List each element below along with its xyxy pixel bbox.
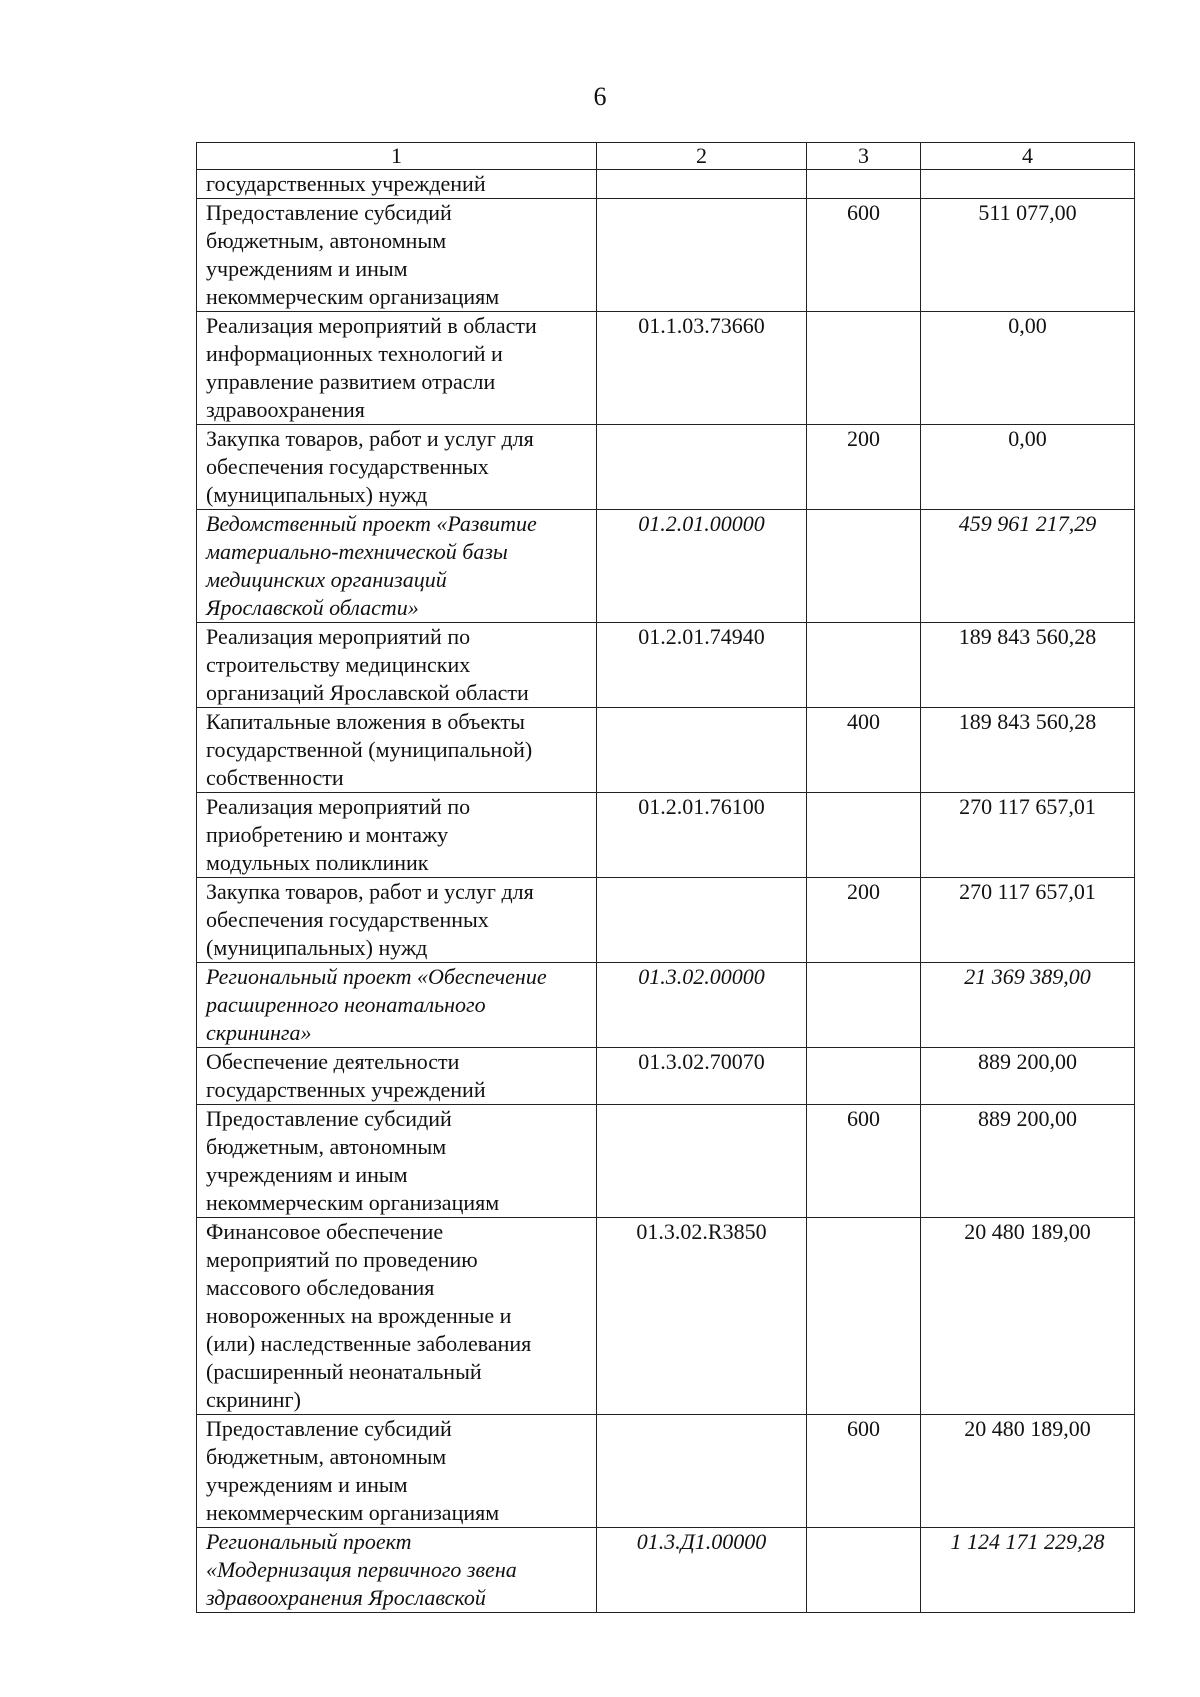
- row-code-text: 01.3.02.R3850: [636, 1219, 767, 1244]
- row-code-text: 01.2.01.76100: [638, 794, 765, 819]
- row-name-cell: [197, 963, 597, 1048]
- row-name-text: Закупка товаров, работ и услуг для обеспечения государственных (муниципальных) нужд: [206, 426, 534, 507]
- row-type-cell: [807, 963, 921, 1048]
- row-amount-text: 189 843 560,28: [958, 624, 1097, 649]
- row-code-cell: [597, 312, 807, 425]
- row-name-text: Региональный проект «Модернизация первичного звена здравоохранения Ярославской: [206, 1529, 517, 1610]
- row-type-cell: [807, 170, 921, 199]
- table-row: [197, 312, 1135, 425]
- row-name-cell: [197, 878, 597, 963]
- row-amount-cell: [921, 708, 1135, 793]
- row-name-cell: [197, 425, 597, 510]
- row-amount-cell: [921, 963, 1135, 1048]
- row-type-cell: [807, 793, 921, 878]
- table-row: [197, 878, 1135, 963]
- header-col-3: 3: [807, 143, 921, 170]
- row-code-cell: [597, 1105, 807, 1218]
- row-name-text: государственных учреждений: [206, 171, 486, 196]
- row-amount-text: 511 077,00: [978, 200, 1077, 225]
- row-name-text: Реализация мероприятий по приобретению и монтажу модульных поликлиник: [206, 794, 471, 875]
- row-code-cell: [597, 199, 807, 312]
- row-type-cell: [807, 510, 921, 623]
- row-type-cell: [807, 708, 921, 793]
- row-code-text: 01.3.Д1.00000: [636, 1529, 767, 1554]
- row-amount-cell: [921, 1528, 1135, 1613]
- row-name-text: Закупка товаров, работ и услуг для обеспечения государственных (муниципальных) нужд: [206, 879, 534, 960]
- row-amount-text: 270 117 657,01: [959, 879, 1096, 904]
- row-name-cell: [197, 199, 597, 312]
- row-name-cell: [197, 793, 597, 878]
- row-code-cell: [597, 878, 807, 963]
- row-name-cell: [197, 708, 597, 793]
- table-row: [197, 793, 1135, 878]
- row-amount-cell: [921, 878, 1135, 963]
- row-code-text: 01.3.02.70070: [638, 1049, 765, 1074]
- row-amount-cell: [921, 425, 1135, 510]
- row-code-cell: [597, 510, 807, 623]
- row-code-cell: [597, 425, 807, 510]
- row-amount-text: 889 200,00: [978, 1049, 1077, 1074]
- row-type-cell: [807, 623, 921, 708]
- row-name-cell: [197, 510, 597, 623]
- table-row: [197, 425, 1135, 510]
- row-name-text: Обеспечение деятельности государственных учреждений: [206, 1049, 486, 1102]
- row-type-cell: [807, 1048, 921, 1105]
- row-name-text: Капитальные вложения в объекты государственной (муниципальной) собственности: [206, 709, 533, 790]
- row-amount-cell: [921, 170, 1135, 199]
- table-row: [197, 963, 1135, 1048]
- table-row: [197, 1528, 1135, 1613]
- row-type-text: 600: [847, 200, 880, 225]
- row-code-cell: [597, 1218, 807, 1415]
- table-row: [197, 1105, 1135, 1218]
- row-amount-text: 0,00: [1008, 313, 1047, 338]
- table-row: [197, 708, 1135, 793]
- row-amount-text: 20 480 189,00: [964, 1219, 1091, 1244]
- row-type-cell: [807, 1218, 921, 1415]
- row-name-text: Региональный проект «Обеспечение расширенного неонатального скрининга»: [206, 964, 547, 1045]
- row-code-cell: [597, 963, 807, 1048]
- table-row: [197, 1218, 1135, 1415]
- table-row: [197, 1415, 1135, 1528]
- row-amount-cell: [921, 1105, 1135, 1218]
- row-type-cell: [807, 1105, 921, 1218]
- row-amount-cell: [921, 1048, 1135, 1105]
- row-name-text: Ведомственный проект «Развитие материально-технической базы медицинских организаций Ярославской области»: [206, 511, 537, 620]
- row-amount-text: 21 369 389,00: [964, 964, 1091, 989]
- row-amount-text: 189 843 560,28: [958, 709, 1097, 734]
- row-type-text: 400: [847, 709, 880, 734]
- header-col-4: 4: [921, 143, 1135, 170]
- row-amount-text: 270 117 657,01: [959, 794, 1096, 819]
- row-name-cell: [197, 170, 597, 199]
- row-type-text: 600: [847, 1106, 880, 1131]
- row-code-text: 01.3.02.00000: [638, 964, 765, 989]
- row-type-text: 200: [847, 426, 880, 451]
- row-type-text: 600: [847, 1416, 880, 1441]
- row-name-text: Финансовое обеспечение мероприятий по проведению массового обследования новороженных на врожденные и (или) наследственные заболевания (расширенный неонатальный скрининг): [206, 1219, 532, 1412]
- row-name-text: Предоставление субсидий бюджетным, автономным учреждениям и иным некоммерческим организациям: [206, 1106, 500, 1215]
- row-amount-text: 889 200,00: [978, 1106, 1077, 1131]
- row-amount-cell: [921, 312, 1135, 425]
- row-amount-cell: [921, 1415, 1135, 1528]
- row-amount-text: 459 961 217,29: [958, 511, 1097, 536]
- row-code-cell: [597, 170, 807, 199]
- row-name-cell: [197, 623, 597, 708]
- row-code-cell: [597, 1528, 807, 1613]
- row-name-cell: [197, 1528, 597, 1613]
- table-header-row: [197, 143, 1135, 170]
- table-row: [197, 199, 1135, 312]
- row-code-text: 01.1.03.73660: [638, 313, 765, 338]
- row-type-cell: [807, 878, 921, 963]
- row-type-cell: [807, 199, 921, 312]
- row-code-cell: [597, 793, 807, 878]
- row-amount-cell: [921, 623, 1135, 708]
- row-code-text: 01.2.01.74940: [638, 624, 765, 649]
- row-code-cell: [597, 1415, 807, 1528]
- row-code-cell: [597, 708, 807, 793]
- table-row: [197, 1048, 1135, 1105]
- page-number: 6: [593, 82, 607, 111]
- row-amount-cell: [921, 1218, 1135, 1415]
- row-amount-text: 20 480 189,00: [964, 1416, 1091, 1441]
- table-row: [197, 170, 1135, 199]
- row-name-cell: [197, 1048, 597, 1105]
- row-amount-cell: [921, 793, 1135, 878]
- row-type-text: 200: [847, 879, 880, 904]
- row-name-text: Предоставление субсидий бюджетным, автономным учреждениям и иным некоммерческим организациям: [206, 200, 500, 309]
- row-name-cell: [197, 1105, 597, 1218]
- row-amount-text: 1 124 171 229,28: [950, 1529, 1105, 1554]
- header-col-2: 2: [597, 143, 807, 170]
- row-code-cell: [597, 1048, 807, 1105]
- row-code-text: 01.2.01.00000: [638, 511, 765, 536]
- row-name-text: Предоставление субсидий бюджетным, автономным учреждениям и иным некоммерческим организациям: [206, 1416, 500, 1525]
- header-col-1: 1: [197, 143, 597, 170]
- row-type-cell: [807, 1528, 921, 1613]
- row-name-cell: [197, 1415, 597, 1528]
- row-amount-cell: [921, 199, 1135, 312]
- row-name-text: Реализация мероприятий по строительству медицинских организаций Ярославской области: [206, 624, 529, 705]
- row-amount-text: 0,00: [1008, 426, 1047, 451]
- row-code-cell: [597, 623, 807, 708]
- row-name-cell: [197, 1218, 597, 1415]
- table-row: [197, 510, 1135, 623]
- budget-table: [196, 142, 1135, 1613]
- row-name-cell: [197, 312, 597, 425]
- row-name-text: Реализация мероприятий в области информационных технологий и управление развитием отрасли здравоохранения: [206, 313, 537, 422]
- row-type-cell: [807, 425, 921, 510]
- row-type-cell: [807, 1415, 921, 1528]
- row-type-cell: [807, 312, 921, 425]
- row-amount-cell: [921, 510, 1135, 623]
- table-row: [197, 623, 1135, 708]
